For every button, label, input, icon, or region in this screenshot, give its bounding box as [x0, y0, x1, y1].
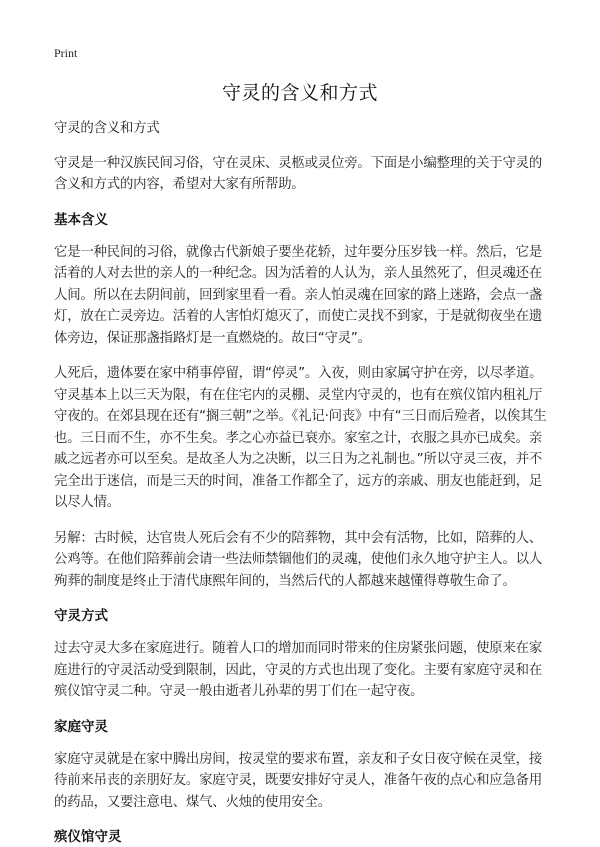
- article-subtitle: 守灵的含义和方式: [54, 121, 160, 136]
- paragraph: 另解：古时候，达官贵人死后会有不少的陪葬物，其中会有活物，比如，陪葬的人、公鸡等。在他们陪葬前会请一些法师禁锢他们的灵魂，使他们永久地守护主人。以人殉葬的制度是终止于清代康熙年间的，当然后代的人都越来越懂得尊敬生命了。: [54, 530, 543, 589]
- section-heading-basic-meaning: 基本含义: [54, 211, 108, 228]
- paragraph: 人死后，遗体要在家中稍事停留，谓“停灵”。入夜，则由家属守护在旁，以尽孝道。守灵基本上以三天为限，有在住宅内的灵棚、灵堂内守灵的，也有在殡仪馆内租礼厅守夜的。在郊县现在还有“搁三朝”之举。《礼记·问丧》中有“三日而后殓者，以俟其生也。三日而不生，亦不生矣。孝之心亦益已衰亦。家室之计，衣服之具亦已成矣。亲戚之远者亦可以至矣。是故圣人为之决断，以三日为之礼制也。”所以守灵三夜，并不完全出于迷信，而是三天的时间，准备工作都全了，远方的亲戚、朋友也能赶到，足以尽人情。: [54, 366, 547, 510]
- section-heading-funeral-home-vigil: 殡仪馆守灵: [54, 829, 122, 845]
- article-body: [54, 118, 548, 847]
- paragraph: 它是一种民间的习俗，就像古代新娘子要坐花轿，过年要分压岁钱一样。然后，它是活着的人对去世的亲人的一种纪念。因为活着的人认为，亲人虽然死了，但灵魂还在人间。所以在去阴间前，回到家里看一看。亲人怕灵魂在回家的路上迷路，会点一盏灯，放在亡灵旁边。活着的人害怕灯熄灭了，而使亡灵找不到家，于是就彻夜坐在遗体旁边，保证那盏指路灯是一直燃烧的。故曰“守灵”。: [54, 244, 543, 346]
- section-heading-home-vigil: 家庭守灵: [54, 718, 108, 735]
- page-title: 守灵的含义和方式: [221, 82, 378, 104]
- paragraph: 家庭守灵就是在家中腾出房间，按灵堂的要求布置，亲友和子女日夜守候在灵堂，接待前来吊丧的亲朋好友。家庭守灵，既要安排好守灵人，准备午夜的点心和应急备用的药品，又要注意电、煤气、火烛的使用安全。: [54, 751, 543, 810]
- section-heading-methods: 守灵方式: [54, 608, 108, 624]
- print-link[interactable]: Print: [54, 46, 78, 60]
- paragraph: 过去守灵大多在家庭进行。随着人口的增加而同时带来的住房紧张问题，使原来在家庭进行的守灵活动受到限制，因此，守灵的方式也出现了变化。主要有家庭守灵和在殡仪馆守灵二种。守灵一般由逝者儿孙辈的男丁们在一起守夜。: [54, 641, 543, 699]
- intro-paragraph: 守灵是一种汉族民间习俗，守在灵床、灵柩或灵位旁。下面是小编整理的关于守灵的含义和方式的内容，希望对大家有所帮助。: [54, 155, 543, 192]
